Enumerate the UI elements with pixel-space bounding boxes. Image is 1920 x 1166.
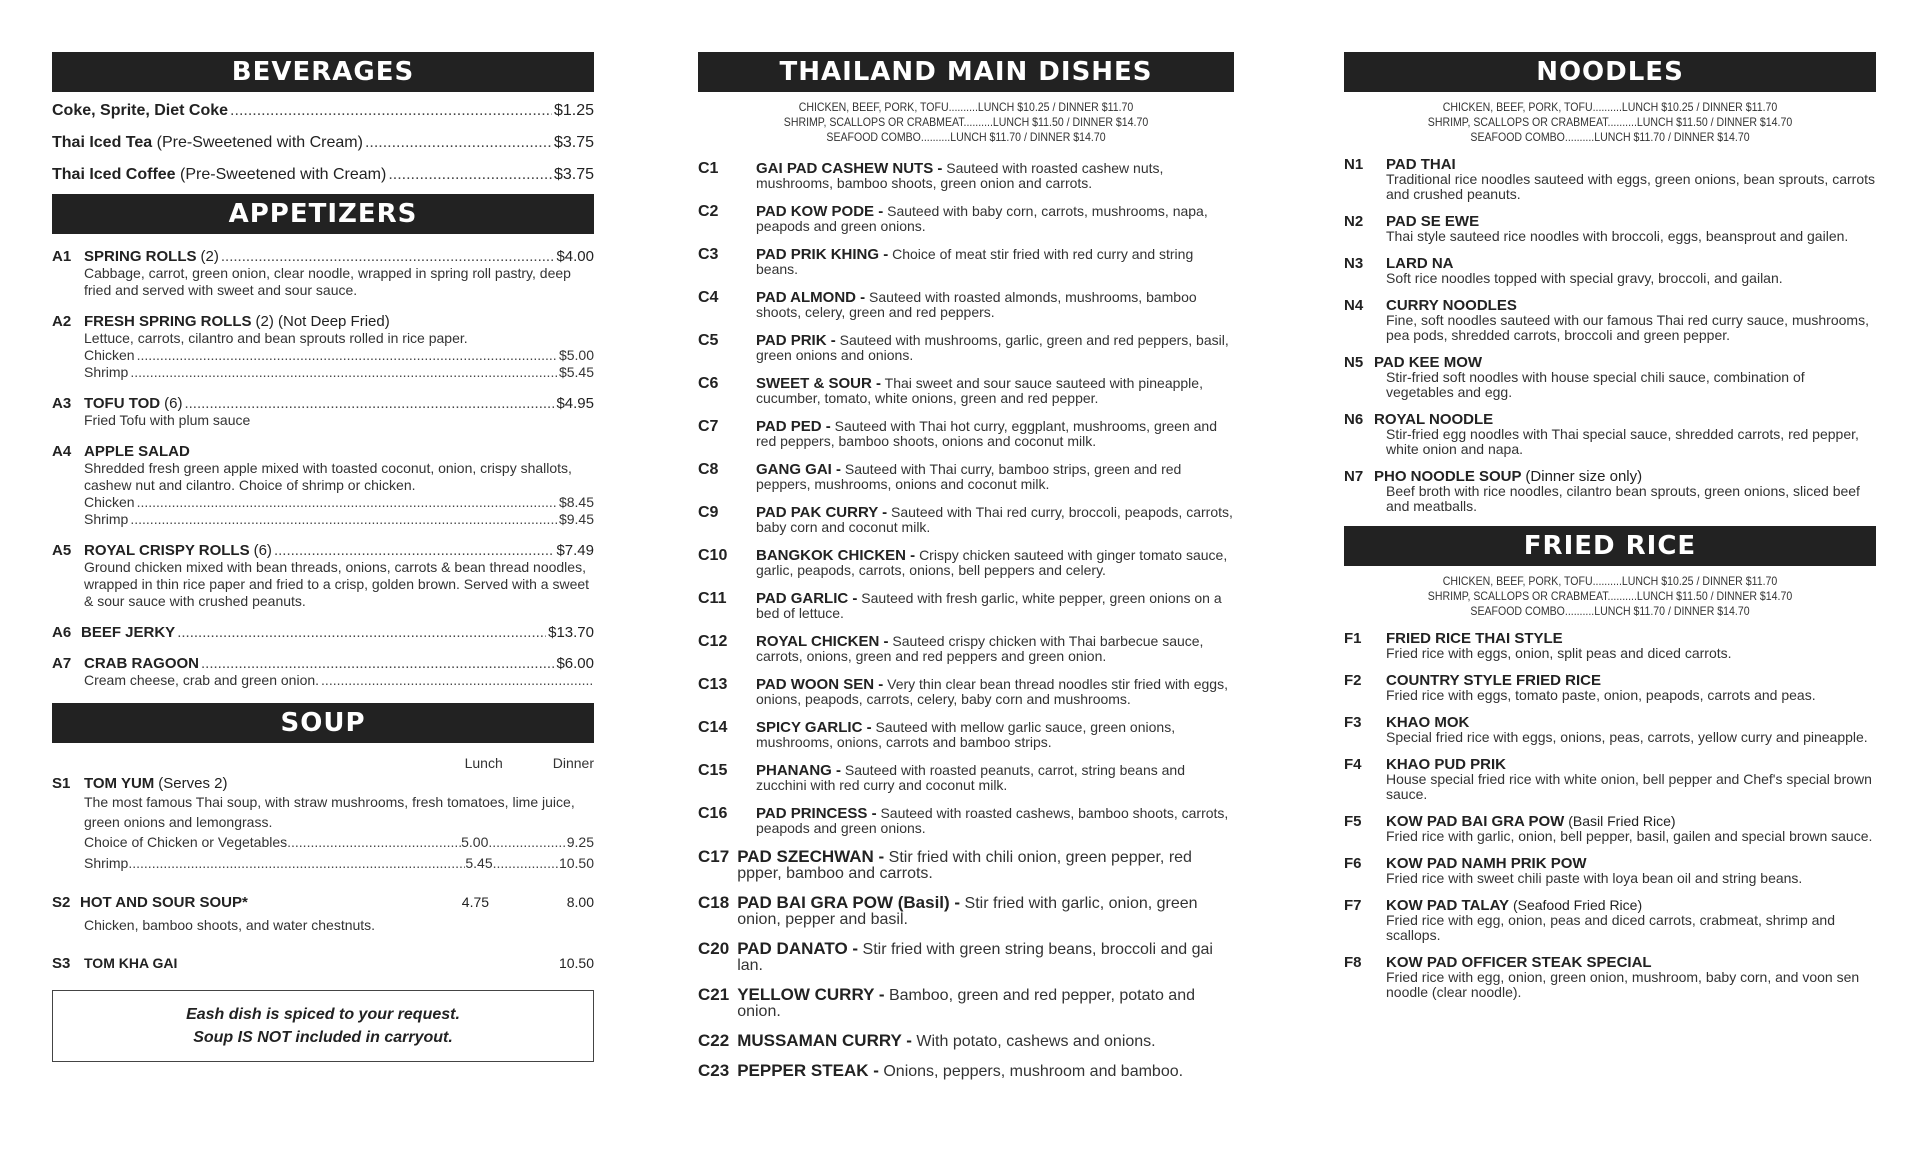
item-name: KOW PAD OFFICER STEAK SPECIAL: [1386, 954, 1652, 971]
item-description: Fried Tofu with plum sauce: [84, 412, 251, 428]
item-description: Choice of meat stir fried with red curry and string beans.: [756, 246, 1194, 277]
menu-item: [698, 849, 1234, 882]
main-dishes-header: THAILAND MAIN DISHES: [698, 52, 1234, 92]
item-description: Cream cheese, crab and green onion.: [84, 672, 320, 688]
item-name: PAD PRIK KHING -: [756, 246, 889, 263]
item-description: Fine, soft noodles sauteed with our famous Thai red curry sauce, mushrooms, pea pods, shredded carrots, broccoli and green pepper.: [1386, 312, 1869, 343]
noodles-list: [1344, 157, 1876, 514]
item-name: PAD PAK CURRY -: [756, 504, 888, 521]
item-code: F1: [1344, 630, 1362, 647]
item-code: C22: [698, 1031, 730, 1050]
fried-rice-list: [1344, 631, 1876, 1000]
menu-item: [1344, 856, 1876, 886]
beverages-header: BEVERAGES: [52, 52, 594, 92]
notice-line: Eash dish is spiced to your request.: [186, 1006, 460, 1023]
item-code: N2: [1344, 213, 1364, 230]
item-name: KHAO MOK: [1386, 714, 1470, 731]
item-code: C5: [698, 332, 719, 349]
item-name: APPLE SALAD: [84, 443, 190, 460]
item-description: Thai sweet and sour sauce sauteed with pineapple, cucumber, tomato, white onions, green and red pepper.: [756, 375, 1203, 406]
item-extra: (Basil Fried Rice): [1568, 813, 1676, 829]
item-name: FRIED RICE THAI STYLE: [1386, 630, 1563, 647]
item-price: $4.00: [556, 248, 594, 265]
price-tier-line: SHRIMP, SCALLOPS OR CRABMEAT..........LUNCH $11.50 / DINNER $14.70: [1427, 589, 1793, 603]
menu-item: [698, 1033, 1234, 1050]
menu-item: [1344, 469, 1876, 514]
item-note: (Pre-Sweetened with Cream): [156, 134, 363, 151]
fried-rice-header: FRIED RICE: [1344, 526, 1876, 566]
item-code: A7: [52, 655, 72, 672]
leader-dots: [128, 853, 465, 874]
item-name: BEEF JERKY: [81, 624, 176, 641]
item-name: MUSSAMAN CURRY -: [737, 1031, 912, 1050]
menu-item: [698, 987, 1234, 1020]
option-row: [84, 853, 594, 874]
item-extra: (6): [253, 542, 272, 559]
leader-dots: [221, 248, 555, 265]
leader-dots: [230, 102, 552, 120]
option-price: $5.00: [558, 347, 594, 363]
item-description: The most famous Thai soup, with straw mushrooms, fresh tomatoes, lime juice, green onions and lemongrass.: [84, 794, 575, 830]
item-price: 10.50: [558, 955, 594, 971]
item-name: PHO NOODLE SOUP: [1374, 468, 1522, 485]
menu-item: [698, 591, 1234, 621]
item-description: Stir-fried soft noodles with house special chili sauce, combination of vegetables and egg.: [1386, 369, 1805, 400]
item-name: KOW PAD BAI GRA POW: [1386, 813, 1565, 830]
option-label: Chicken: [84, 347, 135, 363]
item-code: N3: [1344, 255, 1364, 272]
price-tier-line: CHICKEN, BEEF, PORK, TOFU..........LUNCH $10.25 / DINNER $11.70: [1442, 574, 1778, 588]
price-tier-line: SHRIMP, SCALLOPS OR CRABMEAT..........LUNCH $11.50 / DINNER $14.70: [783, 115, 1149, 129]
option-label: Shrimp: [84, 364, 129, 380]
option-row: [84, 494, 594, 511]
leader-dots: [287, 832, 461, 853]
item-name: KOW PAD NAMH PRIK POW: [1386, 855, 1587, 872]
menu-item: [52, 166, 594, 184]
item-name: PAD KEE MOW: [1374, 354, 1483, 371]
menu-item: [698, 333, 1234, 363]
item-name: PAD WOON SEN -: [756, 676, 884, 693]
item-name: LARD NA: [1386, 255, 1454, 272]
item-code: A6: [52, 624, 72, 641]
menu-item: [1344, 715, 1876, 745]
left-column: [52, 52, 594, 1062]
item-description: Fried rice with eggs, tomato paste, onion, peapods, carrots and peas.: [1386, 687, 1816, 703]
item-code: A1: [52, 248, 72, 265]
menu-item: [698, 247, 1234, 277]
price-tiers: [698, 100, 1234, 145]
item-price: $13.70: [548, 624, 594, 641]
spice-notice-box: [52, 990, 594, 1062]
item-code: C16: [698, 805, 728, 822]
item-description: Chicken, bamboo shoots, and water chestnuts.: [84, 917, 376, 933]
leader-dots: [177, 624, 546, 641]
item-name: PAD PRINCESS -: [756, 805, 877, 822]
item-name: KOW PAD TALAY: [1386, 897, 1510, 914]
menu-item: [698, 941, 1234, 974]
lunch-column-label: Lunch: [464, 755, 503, 771]
item-code: C3: [698, 246, 719, 263]
menu-item: [1344, 673, 1876, 703]
menu-item: [698, 634, 1234, 664]
menu-item: [1344, 955, 1876, 1000]
item-extra: (Seafood Fried Rice): [1512, 897, 1643, 913]
lunch-price: 4.75: [461, 894, 490, 910]
appetizers-header: APPETIZERS: [52, 194, 594, 234]
option-price: $5.45: [558, 364, 594, 380]
item-description: Traditional rice noodles sauteed with eggs, green onions, bean sprouts, carrots and crushed peanuts.: [1386, 171, 1875, 202]
item-code: C13: [698, 676, 728, 693]
soup-header: SOUP: [52, 703, 594, 743]
price-tiers: [1344, 100, 1876, 145]
appetizers-list: [52, 248, 594, 689]
item-code: C9: [698, 504, 719, 521]
menu-item: [1344, 298, 1876, 343]
item-price: $3.75: [553, 134, 594, 151]
item-code: C20: [698, 939, 730, 958]
item-description: Crispy chicken sauteed with ginger tomato sauce, garlic, peapods, carrots, onions, bell peppers and celery.: [756, 547, 1228, 578]
option-row: [84, 364, 594, 381]
item-code: C12: [698, 633, 728, 650]
menu-item: [52, 955, 594, 972]
menu-item: [698, 161, 1234, 191]
item-description: Fried rice with egg, onion, green onion, mushroom, baby corn, and voon sen noodle (clear noodle).: [1386, 969, 1860, 1000]
leader-dots: [493, 853, 559, 874]
middle-column: [698, 52, 1234, 1080]
leader-dots: [184, 395, 554, 412]
item-name: ROYAL CHICKEN -: [756, 633, 889, 650]
menu-item: [698, 204, 1234, 234]
item-code: F6: [1344, 855, 1362, 872]
menu-item: [698, 763, 1234, 793]
item-price: $3.75: [553, 166, 594, 183]
menu-item: [698, 1063, 1234, 1080]
price-tier-line: CHICKEN, BEEF, PORK, TOFU..........LUNCH $10.25 / DINNER $11.70: [798, 100, 1134, 114]
item-name: PAD SE EWE: [1386, 213, 1480, 230]
option-row: [84, 511, 594, 528]
item-description: Special fried rice with eggs, onions, peas, carrots, yellow curry and pineapple.: [1386, 729, 1868, 745]
item-code: C18: [698, 893, 730, 912]
item-name: Coke, Sprite, Diet Coke: [52, 102, 229, 119]
item-name: PAD SZECHWAN -: [737, 847, 885, 866]
price-tier-line: SEAFOOD COMBO..........LUNCH $11.70 / DINNER $14.70: [826, 130, 1106, 144]
item-code: F4: [1344, 756, 1362, 773]
item-code: S3: [52, 955, 71, 972]
leader-dots: [321, 672, 592, 689]
item-name: PHANANG -: [756, 762, 841, 779]
item-code: F8: [1344, 954, 1362, 971]
soup-column-heads: [52, 755, 594, 771]
menu-item: [698, 462, 1234, 492]
item-code: A5: [52, 542, 72, 559]
item-extra: (2) (Not Deep Fried): [255, 313, 390, 330]
menu-item: [52, 248, 594, 299]
item-name: GAI PAD CASHEW NUTS -: [756, 160, 943, 177]
item-name: CRAB RAGOON: [84, 655, 199, 672]
item-name: SPICY GARLIC -: [756, 719, 872, 736]
leader-dots: [137, 347, 557, 364]
menu-item: [1344, 157, 1876, 202]
item-description: House special fried rice with white onion, bell pepper and Chef's special brown sauce.: [1386, 771, 1872, 802]
menu-item: [698, 720, 1234, 750]
leader-dots: [388, 166, 552, 184]
option-label: Shrimp: [84, 511, 129, 527]
menu-item: [52, 134, 594, 152]
item-code: A4: [52, 443, 72, 460]
item-code: C7: [698, 418, 719, 435]
item-code: C4: [698, 289, 719, 306]
item-description: Very thin clear bean thread noodles stir fried with eggs, onions, peapods, carrots, celery, baby corn and mushrooms.: [756, 676, 1228, 707]
item-description: Stir-fried egg noodles with Thai special sauce, shredded carrots, red pepper, white onion and napa.: [1386, 426, 1859, 457]
item-name: PAD ALMOND -: [756, 289, 866, 306]
item-description: Ground chicken mixed with bean threads, onions, carrots & bean thread noodles, wrapped in thin rice paper and fried to a crisp, golden brown. Served with a sweet & sour sauce with crushed peanuts.: [84, 559, 590, 609]
option-label: Shrimp: [84, 855, 129, 871]
option-price: $8.45: [558, 494, 594, 510]
item-code: C17: [698, 847, 730, 866]
dinner-column-label: Dinner: [552, 755, 594, 771]
right-column: [1344, 52, 1876, 1000]
item-name: PAD DANATO -: [737, 939, 859, 958]
item-extra: (6): [164, 395, 183, 412]
item-description: Stir fried with chili onion, green pepper, red ppper, bamboo and carrots.: [737, 849, 1192, 882]
item-code: C8: [698, 461, 719, 478]
item-description: Onions, peppers, mushroom and bamboo.: [883, 1063, 1184, 1080]
menu-item: [52, 443, 594, 528]
item-description: Sauteed with Thai red curry, broccoli, peapods, carrots, baby corn and coconut milk.: [756, 504, 1233, 535]
option-price: $9.45: [558, 511, 594, 527]
item-price: $4.95: [556, 395, 594, 412]
item-code: C23: [698, 1061, 730, 1080]
menu-item: [52, 102, 594, 120]
item-code: N6: [1344, 411, 1364, 428]
price-tier-line: SEAFOOD COMBO..........LUNCH $11.70 / DINNER $14.70: [1470, 604, 1750, 618]
item-description: Sauteed with mushrooms, garlic, green and red peppers, basil, green onions and onions.: [756, 332, 1229, 363]
item-description: Sauteed with roasted almonds, mushrooms, bamboo shoots, celery, green and red peppers.: [756, 289, 1197, 320]
item-description: Stir fried with green string beans, broccoli and gai lan.: [737, 941, 1213, 974]
menu-item: [52, 775, 594, 874]
menu-item: [698, 806, 1234, 836]
item-code: C15: [698, 762, 728, 779]
item-code: C11: [698, 590, 727, 607]
item-description: Cabbage, carrot, green onion, clear noodle, wrapped in spring roll pastry, deep fried and served with sweet and sour sauce.: [84, 265, 571, 298]
menu-item: [698, 505, 1234, 535]
item-name: PAD THAI: [1386, 156, 1456, 173]
lunch-price: 5.45: [465, 855, 493, 871]
menu-item: [52, 894, 594, 935]
item-name: FRESH SPRING ROLLS: [84, 313, 252, 330]
menu-item: [52, 624, 594, 641]
item-description: Fried rice with garlic, onion, bell pepper, basil, gailen and special brown sauce.: [1386, 828, 1873, 844]
menu-item: [1344, 631, 1876, 661]
item-description: Beef broth with rice noodles, cilantro bean sprouts, green onions, sliced beef and meatballs.: [1386, 483, 1860, 514]
item-price: $1.25: [553, 102, 594, 119]
leader-dots: [130, 511, 557, 528]
item-name: BANGKOK CHICKEN -: [756, 547, 916, 564]
item-name: KHAO PUD PRIK: [1386, 756, 1507, 773]
item-code: N1: [1344, 156, 1364, 173]
item-description: Soft rice noodles topped with special gravy, broccoli, and gailan.: [1386, 270, 1783, 286]
item-name: PAD GARLIC -: [756, 590, 858, 607]
item-name: PAD PRIK -: [756, 332, 836, 349]
item-code: A3: [52, 395, 72, 412]
main-dishes-list: [698, 161, 1234, 1080]
item-name: HOT AND SOUR SOUP*: [80, 894, 248, 911]
item-code: N5: [1344, 354, 1364, 371]
item-name: ROYAL CRISPY ROLLS: [84, 542, 250, 559]
item-code: N4: [1344, 297, 1364, 314]
item-name: PAD PED -: [756, 418, 831, 435]
dinner-price: 8.00: [566, 894, 594, 910]
item-extra: (Serves 2): [158, 775, 228, 792]
menu-item: [698, 548, 1234, 578]
option-row: [84, 832, 594, 853]
item-description: Sauteed with Thai curry, bamboo strips, green and red peppers, mushrooms, onions and coconut milk.: [756, 461, 1182, 492]
menu-item: [1344, 412, 1876, 457]
leader-dots: [130, 364, 557, 381]
menu-item: [52, 542, 594, 610]
item-description: Fried rice with sweet chili paste with loya bean oil and string beans.: [1386, 870, 1803, 886]
menu-item: [698, 419, 1234, 449]
item-code: C6: [698, 375, 719, 392]
noodles-header: NOODLES: [1344, 52, 1876, 92]
item-note: (Pre-Sweetened with Cream): [180, 166, 387, 183]
menu-item: [52, 395, 594, 429]
leader-dots: [201, 655, 554, 672]
option-label: Chicken: [84, 494, 135, 510]
leader-dots: [488, 832, 566, 853]
item-description: Sauteed with roasted cashews, bamboo shoots, carrots, peapods and green onions.: [756, 805, 1229, 836]
item-code: F2: [1344, 672, 1362, 689]
item-description: Sauteed with roasted cashew nuts, mushrooms, bamboo shoots, green onion and carrots.: [756, 160, 1164, 191]
option-row: [84, 347, 594, 364]
item-name: ROYAL NOODLE: [1374, 411, 1494, 428]
item-code: C10: [698, 547, 728, 564]
item-description: Sauteed with baby corn, carrots, mushrooms, napa, peapods and green onions.: [756, 203, 1208, 234]
price-tier-line: SHRIMP, SCALLOPS OR CRABMEAT..........LUNCH $11.50 / DINNER $14.70: [1427, 115, 1793, 129]
item-name: GANG GAI -: [756, 461, 841, 478]
item-name: PEPPER STEAK -: [737, 1061, 879, 1080]
option-label: Choice of Chicken or Vegetables: [84, 834, 288, 850]
item-extra: (2): [200, 248, 219, 265]
menu-item: [52, 313, 594, 381]
menu-item: [1344, 814, 1876, 844]
menu-item: [1344, 214, 1876, 244]
item-name: Thai Iced Tea: [52, 134, 153, 151]
item-name: PAD KOW PODE -: [756, 203, 884, 220]
price-tier-line: SEAFOOD COMBO..........LUNCH $11.70 / DINNER $14.70: [1470, 130, 1750, 144]
dinner-price: 9.25: [566, 834, 594, 850]
item-code: A2: [52, 313, 72, 330]
item-description: Sauteed crispy chicken with Thai barbecue sauce, carrots, onions, green and red peppers and green onion.: [756, 633, 1204, 664]
menu-item: [1344, 355, 1876, 400]
item-code: C14: [698, 719, 728, 736]
item-description: With potato, cashews and onions.: [916, 1033, 1156, 1050]
item-description: Sauteed with Thai hot curry, eggplant, mushrooms, green and red peppers, bamboo shoots, onions and coconut milk.: [756, 418, 1217, 449]
item-code: S1: [52, 775, 71, 792]
item-name: TOM YUM: [84, 775, 155, 792]
menu-item: [698, 677, 1234, 707]
item-description: Fried rice with eggs, onion, split peas and diced carrots.: [1386, 645, 1732, 661]
item-extra: (Dinner size only): [1525, 468, 1643, 485]
item-description: Shredded fresh green apple mixed with toasted coconut, onion, crispy shallots, cashew nut and cilantro. Choice of shrimp or chicken.: [84, 460, 572, 493]
item-code: C2: [698, 203, 719, 220]
leader-dots: [365, 134, 552, 152]
item-name: TOM KHA GAI: [84, 955, 178, 971]
price-tier-line: CHICKEN, BEEF, PORK, TOFU..........LUNCH $10.25 / DINNER $11.70: [1442, 100, 1778, 114]
item-name: PAD BAI GRA POW (Basil) -: [737, 893, 961, 912]
item-price: $7.49: [556, 542, 594, 559]
menu-item: [1344, 898, 1876, 943]
item-name: TOFU TOD: [84, 395, 161, 412]
item-name: SWEET & SOUR -: [756, 375, 882, 392]
leader-dots: [274, 542, 555, 559]
item-description: Bamboo, green and red pepper, potato and onion.: [737, 987, 1195, 1020]
item-name: CURRY NOODLES: [1386, 297, 1517, 314]
item-code: C21: [698, 985, 730, 1004]
menu-item: [698, 290, 1234, 320]
menu-item: [1344, 256, 1876, 286]
leader-dots: [137, 494, 557, 511]
item-description: Lettuce, carrots, cilantro and bean sprouts rolled in rice paper.: [84, 330, 468, 346]
item-price: $6.00: [556, 655, 594, 672]
item-description: Sauteed with fresh garlic, white pepper, green onions on a bed of lettuce.: [756, 590, 1222, 621]
item-code: C1: [698, 160, 719, 177]
item-name: SPRING ROLLS: [84, 248, 197, 265]
dinner-price: 10.50: [558, 855, 594, 871]
menu-item: [1344, 757, 1876, 802]
item-description: Sauteed with roasted peanuts, carrot, string beans and zucchini with red curry and coconut milk.: [756, 762, 1185, 793]
item-description: Sauteed with mellow garlic sauce, green onions, mushrooms, onions, carrots and bamboo strips.: [756, 719, 1176, 750]
lunch-price: 5.00: [461, 834, 489, 850]
item-description: Thai style sauteed rice noodles with broccoli, eggs, beansprout and gailen.: [1386, 228, 1849, 244]
beverages-list: [52, 102, 594, 184]
menu-item: [52, 655, 594, 689]
item-name: YELLOW CURRY -: [737, 985, 885, 1004]
item-description: Fried rice with egg, onion, peas and diced carrots, crabmeat, shrimp and scallops.: [1386, 912, 1836, 943]
item-name: Thai Iced Coffee: [52, 166, 176, 183]
item-code: F5: [1344, 813, 1362, 830]
item-code: F3: [1344, 714, 1362, 731]
item-code: S2: [52, 894, 71, 911]
price-tiers: [1344, 574, 1876, 619]
menu-item: [698, 895, 1234, 928]
item-code: N7: [1344, 468, 1364, 485]
notice-line: Soup IS NOT included in carryout.: [193, 1029, 453, 1046]
item-description: Stir fried with garlic, onion, green onion, pepper and basil.: [737, 895, 1198, 928]
item-code: F7: [1344, 897, 1362, 914]
menu-item: [698, 376, 1234, 406]
item-name: COUNTRY STYLE FRIED RICE: [1386, 672, 1602, 689]
